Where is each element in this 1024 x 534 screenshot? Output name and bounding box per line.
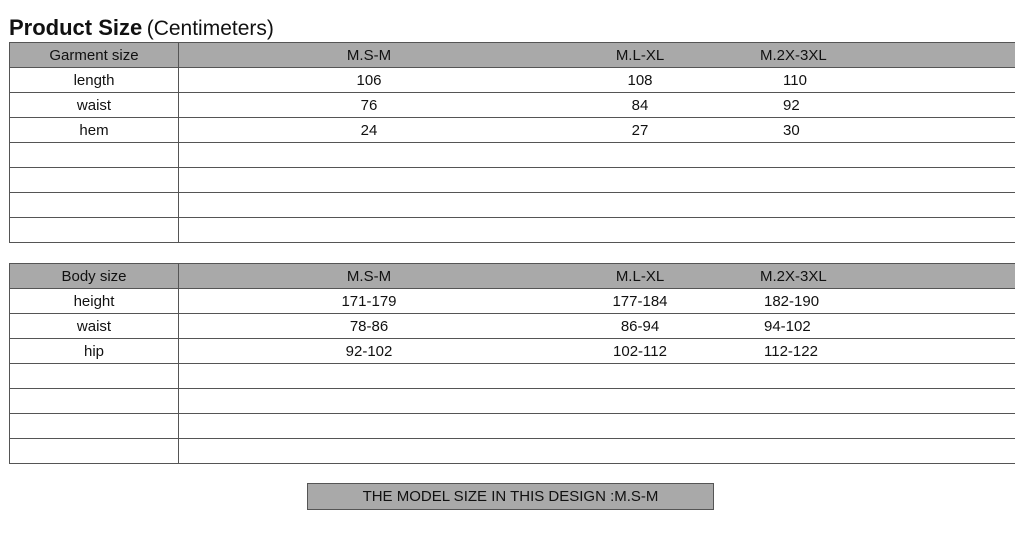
table-row <box>10 314 1016 339</box>
table-row <box>10 93 1016 118</box>
value-text-size-3: 30 <box>783 121 800 139</box>
value-text-size-1: 171-179 <box>341 292 397 310</box>
value-cell-size-1 <box>179 339 566 364</box>
header-cell-label: Garment size <box>10 43 179 68</box>
table-header-row <box>10 43 1016 68</box>
garment-size-table <box>9 42 1015 243</box>
header-size-2-text: M.L-XL <box>615 46 665 64</box>
value-cell-size-1 <box>179 414 566 439</box>
value-cell-size-2 <box>565 389 725 414</box>
value-cell-size-3 <box>725 339 1015 364</box>
header-cell-label: Body size <box>10 264 179 289</box>
value-cell-size-1 <box>179 289 566 314</box>
header-size-2-text: M.L-XL <box>615 267 665 285</box>
value-text-size-2: 27 <box>631 121 649 139</box>
row-label-cell: hip <box>10 339 179 364</box>
value-cell-size-3 <box>725 143 1015 168</box>
header-size-1-text: M.S-M <box>346 267 392 285</box>
value-text-size-2: 177-184 <box>612 292 668 310</box>
row-label-cell <box>10 364 179 389</box>
table-row <box>10 118 1016 143</box>
page-title <box>9 14 274 42</box>
value-cell-size-2 <box>565 193 725 218</box>
row-label-cell <box>10 389 179 414</box>
value-cell-size-3 <box>725 439 1015 464</box>
value-cell-size-2 <box>565 339 725 364</box>
value-cell-size-3 <box>725 218 1015 243</box>
value-cell-size-3 <box>725 389 1015 414</box>
table-row <box>10 389 1016 414</box>
value-cell-size-3 <box>725 414 1015 439</box>
header-cell-size-3 <box>725 264 1015 289</box>
table-row <box>10 218 1016 243</box>
row-label-cell <box>10 414 179 439</box>
value-text-size-3: 110 <box>783 71 807 89</box>
value-cell-size-1 <box>179 389 566 414</box>
value-cell-size-1 <box>179 143 566 168</box>
row-label-cell: waist <box>10 314 179 339</box>
value-text-size-1: 106 <box>356 71 382 89</box>
header-cell-size-1 <box>179 43 566 68</box>
row-label-cell: hem <box>10 118 179 143</box>
page-title-main: Product Size <box>9 15 143 40</box>
row-label-cell <box>10 439 179 464</box>
value-cell-size-2 <box>565 364 725 389</box>
header-size-3-text: M.2X-3XL <box>760 46 827 64</box>
table-row <box>10 414 1016 439</box>
value-cell-size-2 <box>565 289 725 314</box>
value-text-size-3: 112-122 <box>764 342 818 360</box>
table-row <box>10 339 1016 364</box>
value-cell-size-3 <box>725 289 1015 314</box>
value-cell-size-1 <box>179 93 566 118</box>
value-cell-size-2 <box>565 168 725 193</box>
value-text-size-2: 84 <box>631 96 649 114</box>
value-cell-size-1 <box>179 218 566 243</box>
header-cell-size-2 <box>565 43 725 68</box>
value-text-size-1: 78-86 <box>349 317 389 335</box>
header-cell-size-2 <box>565 264 725 289</box>
value-cell-size-3 <box>725 118 1015 143</box>
row-label-cell: height <box>10 289 179 314</box>
value-text-size-1: 76 <box>360 96 378 114</box>
row-label-cell <box>10 193 179 218</box>
value-text-size-1: 24 <box>360 121 378 139</box>
value-cell-size-1 <box>179 118 566 143</box>
value-cell-size-2 <box>565 414 725 439</box>
table-row <box>10 439 1016 464</box>
value-cell-size-3 <box>725 168 1015 193</box>
value-cell-size-2 <box>565 93 725 118</box>
value-cell-size-3 <box>725 314 1015 339</box>
value-cell-size-3 <box>725 68 1015 93</box>
row-label-cell: length <box>10 68 179 93</box>
value-cell-size-1 <box>179 364 566 389</box>
table-row <box>10 143 1016 168</box>
value-cell-size-2 <box>565 314 725 339</box>
value-cell-size-1 <box>179 168 566 193</box>
row-label-cell <box>10 168 179 193</box>
page-title-unit: (Centimeters) <box>146 17 274 40</box>
header-size-1-text: M.S-M <box>346 46 392 64</box>
value-cell-size-3 <box>725 93 1015 118</box>
table-row <box>10 193 1016 218</box>
value-cell-size-2 <box>565 439 725 464</box>
value-cell-size-2 <box>565 143 725 168</box>
row-label-cell <box>10 218 179 243</box>
value-text-size-3: 182-190 <box>764 292 820 310</box>
value-cell-size-2 <box>565 68 725 93</box>
table-row <box>10 364 1016 389</box>
header-size-3-text: M.2X-3XL <box>760 267 827 285</box>
value-text-size-3: 92 <box>783 96 800 114</box>
table-header-row <box>10 264 1016 289</box>
value-cell-size-1 <box>179 314 566 339</box>
row-label-cell: waist <box>10 93 179 118</box>
table-row <box>10 289 1016 314</box>
header-cell-size-1 <box>179 264 566 289</box>
value-text-size-2: 108 <box>627 71 653 89</box>
value-cell-size-1 <box>179 439 566 464</box>
value-cell-size-1 <box>179 68 566 93</box>
model-size-note: THE MODEL SIZE IN THIS DESIGN :M.S-M <box>307 483 714 510</box>
value-cell-size-2 <box>565 118 725 143</box>
body-size-table <box>9 263 1015 464</box>
value-cell-size-3 <box>725 364 1015 389</box>
value-text-size-2: 102-112 <box>613 342 667 360</box>
value-text-size-3: 94-102 <box>764 317 811 335</box>
value-cell-size-1 <box>179 193 566 218</box>
table-row <box>10 68 1016 93</box>
table-row <box>10 168 1016 193</box>
value-cell-size-3 <box>725 193 1015 218</box>
value-text-size-2: 86-94 <box>620 317 660 335</box>
value-text-size-1: 92-102 <box>345 342 393 360</box>
header-cell-size-3 <box>725 43 1015 68</box>
row-label-cell <box>10 143 179 168</box>
value-cell-size-2 <box>565 218 725 243</box>
